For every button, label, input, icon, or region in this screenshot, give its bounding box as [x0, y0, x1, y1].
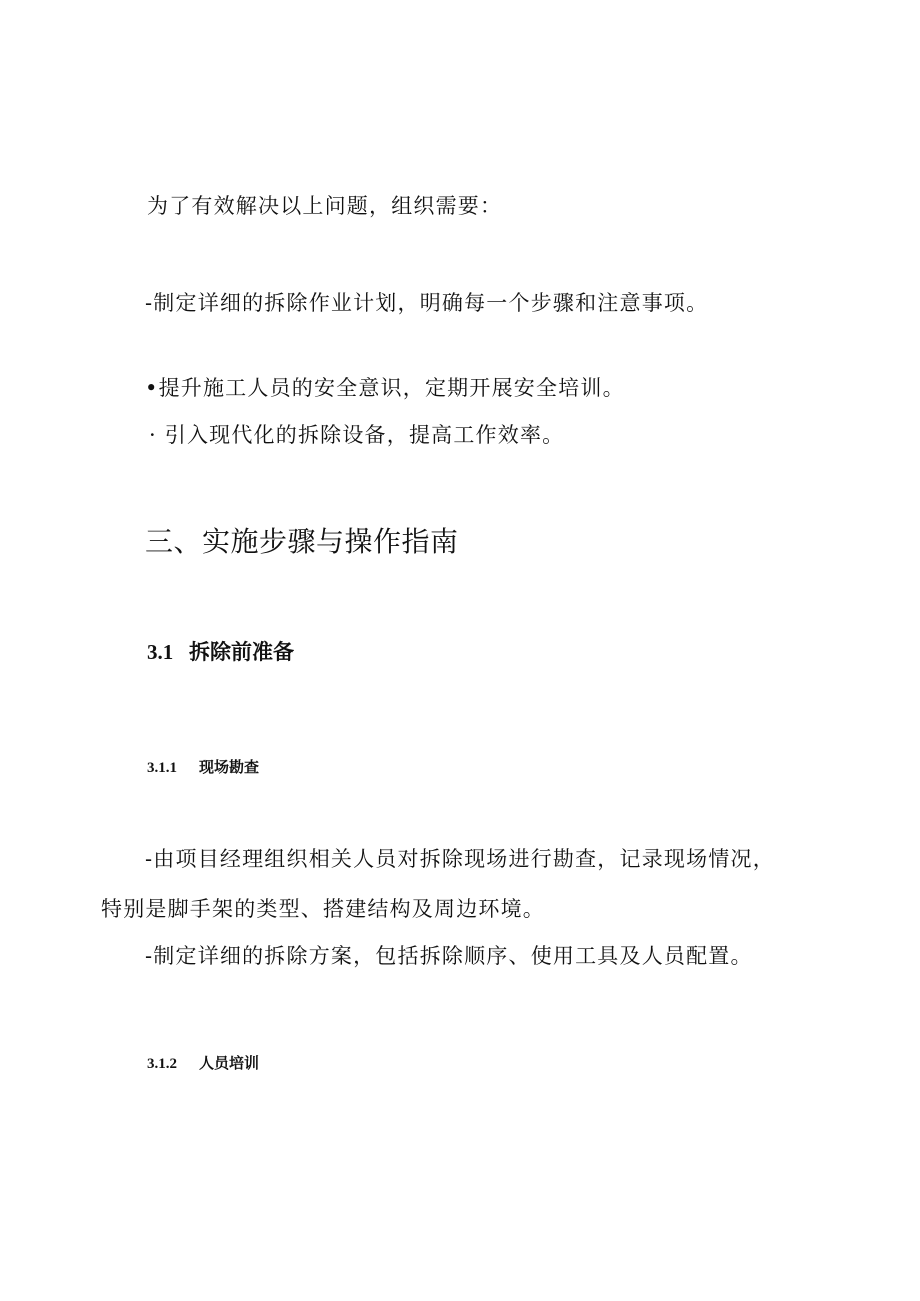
subsubsection-heading-survey: [147, 756, 259, 777]
subsubsection-number: 3.1.1: [147, 760, 177, 776]
subsubsection-heading-training: [147, 1052, 259, 1073]
section-heading: 三、实施步骤与操作指南: [145, 525, 459, 558]
list-item-modern-equipment: · 引入现代化的拆除设备，提高工作效率。: [149, 423, 565, 447]
intro-paragraph: 为了有效解决以上问题，组织需要：: [147, 194, 503, 218]
survey-paragraph-line-3: -制定详细的拆除方案，包括拆除顺序、使用工具及人员配置。: [145, 944, 753, 968]
survey-paragraph-line-1: -由项目经理组织相关人员对拆除现场进行勘查，记录现场情况，: [145, 847, 775, 871]
list-item-safety-training: •提升施工人员的安全意识，定期开展安全培训。: [145, 376, 625, 400]
list-item-plan: -制定详细的拆除作业计划，明确每一个步骤和注意事项。: [145, 291, 709, 315]
subsection-number: 3.1: [147, 640, 174, 664]
subsection-heading: [147, 636, 294, 666]
subsubsection-title: 人员培训: [199, 1054, 260, 1072]
subsubsection-title: 现场勘查: [199, 758, 260, 776]
subsubsection-number: 3.1.2: [147, 1056, 177, 1072]
survey-paragraph-line-2: 特别是脚手架的类型、搭建结构及周边环境。: [101, 897, 545, 921]
subsection-title: 拆除前准备: [189, 640, 294, 664]
